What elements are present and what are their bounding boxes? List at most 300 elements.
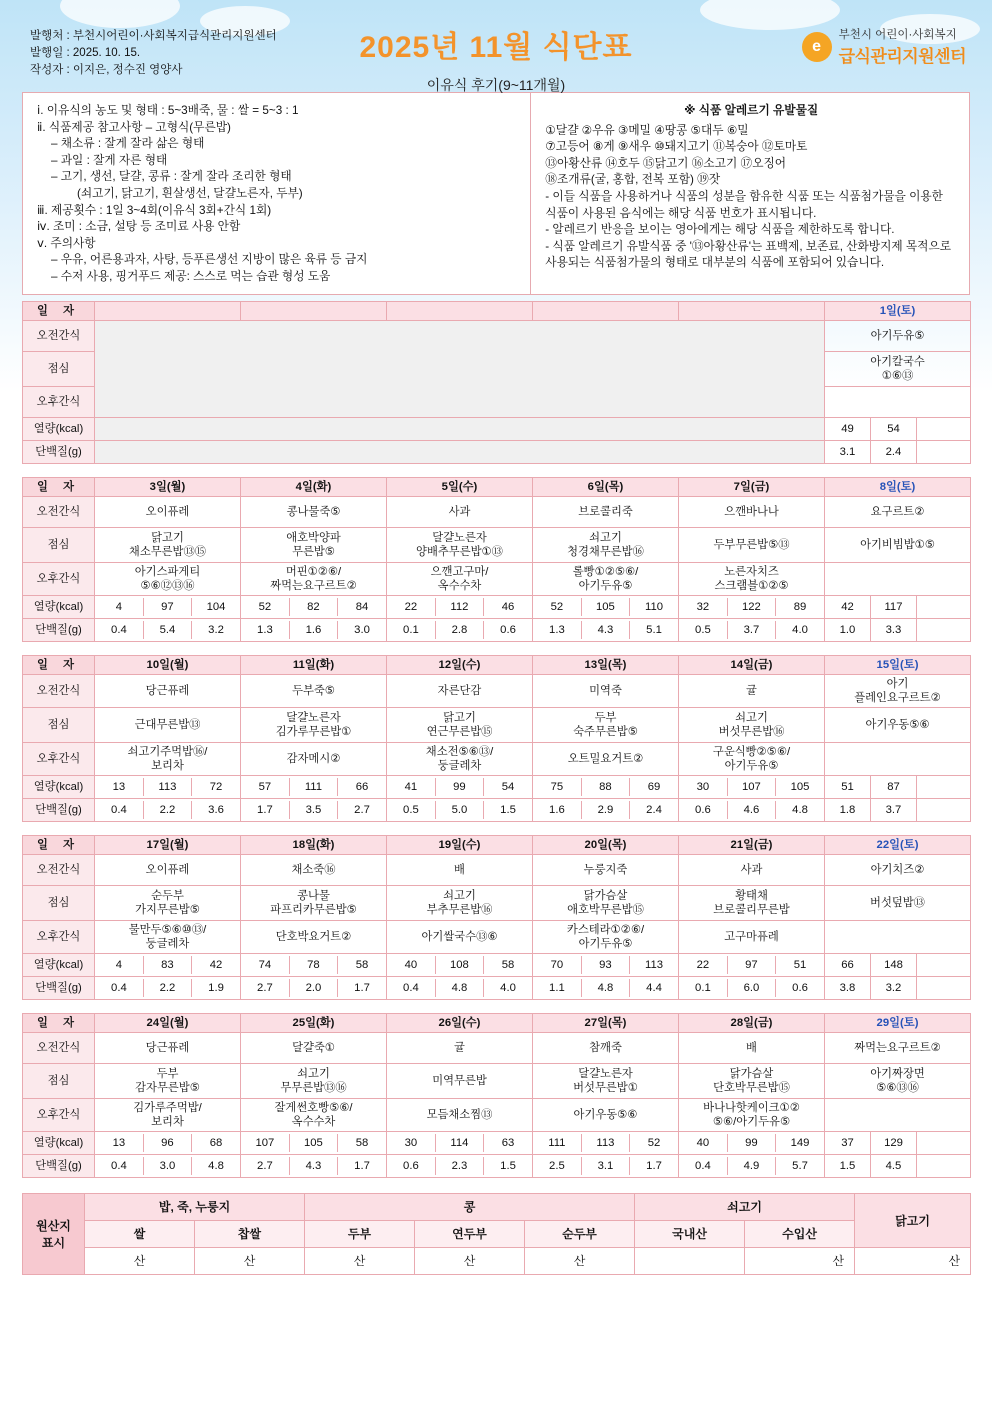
- value-cell: 3.8: [825, 976, 871, 999]
- origin-value: 산: [85, 1247, 195, 1274]
- row-label: 오전간식: [23, 320, 95, 351]
- row-label: 오후간식: [23, 562, 95, 595]
- table-row: [23, 854, 971, 885]
- menu-cell: [825, 386, 971, 417]
- value-cell: 4.3: [289, 1157, 337, 1175]
- row-label: 오전간식: [23, 496, 95, 527]
- value-cell: 42: [209, 958, 223, 971]
- row-label: 오후간식: [23, 920, 95, 953]
- value-cell: 111: [533, 1134, 581, 1152]
- day-header-saturday: 29일(토): [825, 1013, 971, 1032]
- day-header: 21일(금): [679, 835, 825, 854]
- menu-cell: 아기우동⑤⑥: [533, 1098, 679, 1131]
- value-cell: 49: [825, 417, 871, 440]
- table-row: [23, 417, 971, 440]
- menu-cell: 순두부 가지무른밥⑤: [95, 885, 241, 920]
- origin-label: 원산지 표시: [23, 1193, 85, 1274]
- day-header-saturday: 22일(토): [825, 835, 971, 854]
- value-cell: 0.6: [792, 981, 808, 994]
- value-cell: 42: [825, 595, 871, 618]
- menu-cell: 버섯덮밥⑬: [825, 885, 971, 920]
- menu-cell: 머핀①②⑥/ 짜먹는요구르트②: [241, 562, 387, 595]
- value-cell: 149: [790, 1136, 810, 1149]
- info-left-line: ⅱ. 식품제공 참고사항 – 고형식(무른밥): [37, 120, 231, 134]
- info-left-line: – 과일 : 잘게 자른 형태: [51, 153, 168, 167]
- logo-text-bottom: 급식관리지원센터: [838, 47, 966, 66]
- day-header: 25일(화): [241, 1013, 387, 1032]
- empty-cell: [95, 320, 825, 417]
- row-label: 단백질(g): [23, 1154, 95, 1177]
- value-cell: 114: [435, 1134, 483, 1152]
- allergy-title: ※ 식품 알레르기 유발물질: [684, 104, 819, 117]
- value-cell: 4.9: [727, 1157, 775, 1175]
- value-cell: 97: [143, 598, 191, 616]
- allergy-line: ⑦고등어 ⑧게 ⑨새우 ⑩돼지고기 ⑪복숭아 ⑫토마토: [545, 140, 808, 154]
- value-cell: 113: [645, 958, 664, 971]
- day-header: 18일(화): [241, 835, 387, 854]
- value-cell: 99: [727, 1134, 775, 1152]
- info-left-line: ⅲ. 제공횟수 : 1일 3~4회(이유식 3회+간식 1회): [37, 203, 272, 217]
- value-cell: 54: [871, 417, 917, 440]
- value-cell: 2.8: [435, 621, 483, 639]
- value-cell: 1.7: [241, 801, 289, 819]
- origin-item-header: 쌀: [85, 1220, 195, 1247]
- menu-cell: 짜먹는요구르트②: [825, 1032, 971, 1063]
- menu-cell: [825, 920, 971, 953]
- value-group: [95, 775, 241, 798]
- value-cell: 5.0: [435, 801, 483, 819]
- value-cell: 40: [387, 956, 435, 974]
- value-cell: 68: [209, 1136, 223, 1149]
- table-row: [23, 1098, 971, 1131]
- menu-cell: 요구르트②: [825, 496, 971, 527]
- day-header: [533, 301, 679, 320]
- value-group: [533, 1154, 679, 1177]
- menu-cell: 애호박양파 무른밥⑤: [241, 527, 387, 562]
- value-cell: 74: [241, 956, 289, 974]
- value-cell: 0.1: [387, 621, 435, 639]
- menu-cell: 노른자치즈 스크램블①②⑤: [679, 562, 825, 595]
- value-cell: 0.6: [387, 1157, 435, 1175]
- value-group: [679, 976, 825, 999]
- value-cell: 3.2: [208, 623, 224, 636]
- value-group: [679, 953, 825, 976]
- day-header: 10일(월): [95, 655, 241, 674]
- day-header: 3일(월): [95, 477, 241, 496]
- day-header: 4일(화): [241, 477, 387, 496]
- value-cell: 66: [355, 780, 369, 793]
- value-cell: 1.6: [289, 621, 337, 639]
- day-header: 5일(수): [387, 477, 533, 496]
- value-group: [533, 618, 679, 641]
- value-cell: 0.4: [387, 979, 435, 997]
- menu-cell: 오이퓨레: [95, 496, 241, 527]
- menu-cell: [825, 562, 971, 595]
- menu-cell: 콩나물죽⑤: [241, 496, 387, 527]
- menu-cell: 사과: [679, 854, 825, 885]
- value-cell: 4: [95, 956, 143, 974]
- row-label: 점심: [23, 885, 95, 920]
- value-cell: 5.7: [792, 1159, 808, 1172]
- table-row: [23, 798, 971, 821]
- table-row: [23, 1193, 971, 1220]
- value-cell: 148: [871, 953, 917, 976]
- value-group: [387, 618, 533, 641]
- table-row: [23, 301, 971, 320]
- value-cell: 3.0: [143, 1157, 191, 1175]
- menu-cell: 쇠고기 버섯무른밥⑯: [679, 707, 825, 742]
- table-row: [23, 920, 971, 953]
- menu-cell: 달걀죽①: [241, 1032, 387, 1063]
- value-cell: 1.0: [825, 618, 871, 641]
- value-cell: 2.9: [581, 801, 629, 819]
- value-cell: [917, 1131, 971, 1154]
- value-cell: 112: [435, 598, 483, 616]
- origin-group-header: 닭고기: [855, 1193, 971, 1247]
- origin-item-header: 순두부: [525, 1220, 635, 1247]
- menu-cell: 미역죽: [533, 674, 679, 707]
- menu-cell: 모듬채소찜⑬: [387, 1098, 533, 1131]
- value-cell: 84: [355, 600, 369, 613]
- menu-cell: 아기쌀국수⑬⑥: [387, 920, 533, 953]
- value-cell: 22: [387, 598, 435, 616]
- value-cell: 6.0: [727, 979, 775, 997]
- value-cell: 3.2: [871, 976, 917, 999]
- value-cell: 105: [289, 1134, 337, 1152]
- origin-value: 산: [415, 1247, 525, 1274]
- value-cell: 3.5: [289, 801, 337, 819]
- value-cell: 3.7: [727, 621, 775, 639]
- day-header: 14일(금): [679, 655, 825, 674]
- value-cell: 105: [581, 598, 629, 616]
- value-cell: 2.4: [646, 803, 662, 816]
- menu-cell: 근대무른밥⑬: [95, 707, 241, 742]
- menu-cell: 참깨죽: [533, 1032, 679, 1063]
- value-cell: 52: [241, 598, 289, 616]
- row-label: 열량(kcal): [23, 953, 95, 976]
- value-cell: 66: [825, 953, 871, 976]
- info-left-line: – 고기, 생선, 달걀, 콩류 : 잘게 잘라 조리한 형태: [51, 170, 292, 184]
- menu-cell: 쇠고기주먹밥⑯/ 보리차: [95, 742, 241, 775]
- menu-cell: 잘게썬호빵⑤⑥/ 옥수수차: [241, 1098, 387, 1131]
- allergy-note: - 이들 식품을 사용하거나 식품의 성분을 함유한 식품 또는 식품첨가물을 이용한 식품이 사용된 음식에는 해당 식품 번호가 표시됩니다.: [545, 189, 943, 220]
- table-row: [23, 742, 971, 775]
- value-cell: 117: [871, 595, 917, 618]
- day-header: 11일(화): [241, 655, 387, 674]
- day-header: 7일(금): [679, 477, 825, 496]
- info-left-line: – 수저 사용, 핑거푸드 제공: 스스로 먹는 습관 형성 도움: [51, 269, 331, 283]
- value-cell: 0.5: [387, 801, 435, 819]
- value-cell: 113: [143, 778, 191, 796]
- value-group: [241, 1131, 387, 1154]
- table-row: [23, 1247, 971, 1274]
- table-row: [23, 835, 971, 854]
- value-cell: 4.8: [208, 1159, 224, 1172]
- info-right-panel: [531, 93, 969, 294]
- table-row: [23, 674, 971, 707]
- value-cell: [917, 440, 971, 463]
- table-spacer: [0, 1000, 992, 1007]
- origin-item-header: 연두부: [415, 1220, 525, 1247]
- value-cell: 41: [387, 778, 435, 796]
- value-cell: 87: [871, 775, 917, 798]
- origin-table: [22, 1193, 971, 1275]
- menu-cell: 미역무른밥: [387, 1063, 533, 1098]
- menu-cell: 으깬바나나: [679, 496, 825, 527]
- table-row: [23, 440, 971, 463]
- menu-cell: 쇠고기 부추무른밥⑯: [387, 885, 533, 920]
- value-group: [241, 775, 387, 798]
- value-group: [387, 1131, 533, 1154]
- menu-cell: 배: [679, 1032, 825, 1063]
- row-label: 단백질(g): [23, 976, 95, 999]
- menu-cell: 배: [387, 854, 533, 885]
- menu-cell: 구운식빵②⑤⑥/ 아기두유⑤: [679, 742, 825, 775]
- menu-cell: 카스테라①②⑥/ 아기두유⑤: [533, 920, 679, 953]
- value-cell: 4.8: [792, 803, 808, 816]
- value-cell: 63: [501, 1136, 515, 1149]
- table-row: [23, 527, 971, 562]
- value-cell: 108: [435, 956, 483, 974]
- day-header: 26일(수): [387, 1013, 533, 1032]
- value-cell: 4.5: [871, 1154, 917, 1177]
- value-cell: [917, 417, 971, 440]
- value-cell: 3.7: [871, 798, 917, 821]
- value-cell: 4: [95, 598, 143, 616]
- origin-group-header: 쇠고기: [635, 1193, 855, 1220]
- value-group: [95, 953, 241, 976]
- value-cell: 105: [790, 780, 810, 793]
- table-row: [23, 595, 971, 618]
- row-label: 오전간식: [23, 674, 95, 707]
- value-cell: 13: [95, 778, 143, 796]
- value-group: [679, 595, 825, 618]
- value-cell: 0.1: [679, 979, 727, 997]
- allergy-note: - 알레르기 반응을 보이는 영아에게는 해당 식품을 제한하도록 합니다.: [545, 223, 895, 237]
- value-cell: 0.6: [679, 801, 727, 819]
- value-cell: 113: [581, 1134, 629, 1152]
- value-cell: 4.0: [792, 623, 808, 636]
- value-group: [679, 798, 825, 821]
- menu-cell: 두부무른밥⑤⑬: [679, 527, 825, 562]
- value-cell: 1.3: [533, 621, 581, 639]
- value-cell: 37: [825, 1131, 871, 1154]
- table-row: [23, 775, 971, 798]
- value-cell: 99: [435, 778, 483, 796]
- origin-value: 산: [305, 1247, 415, 1274]
- value-cell: 58: [355, 958, 369, 971]
- value-cell: 1.8: [825, 798, 871, 821]
- value-cell: 0.4: [95, 621, 143, 639]
- value-cell: 2.2: [143, 979, 191, 997]
- origin-item-header: 수입산: [745, 1220, 855, 1247]
- table-row: [23, 707, 971, 742]
- table-row: [23, 1013, 971, 1032]
- value-cell: 3.1: [825, 440, 871, 463]
- origin-group-header: 콩: [305, 1193, 635, 1220]
- menu-cell: 아기짜장면 ⑤⑥⑬⑯: [825, 1063, 971, 1098]
- day-header: 27일(목): [533, 1013, 679, 1032]
- value-cell: [917, 798, 971, 821]
- value-cell: 2.5: [533, 1157, 581, 1175]
- row-label-day: 일 자: [23, 1013, 95, 1032]
- value-cell: 52: [647, 1136, 661, 1149]
- value-group: [241, 976, 387, 999]
- value-group: [533, 775, 679, 798]
- value-group: [95, 798, 241, 821]
- menu-cell: 롤빵①②⑤⑥/ 아기두유⑤: [533, 562, 679, 595]
- value-cell: 1.5: [500, 803, 516, 816]
- row-label: 오후간식: [23, 386, 95, 417]
- row-label: 열량(kcal): [23, 775, 95, 798]
- value-cell: 4.3: [581, 621, 629, 639]
- value-cell: 54: [501, 780, 515, 793]
- row-label: 점심: [23, 351, 95, 386]
- day-header: [679, 301, 825, 320]
- table-row: [23, 1063, 971, 1098]
- value-cell: 1.9: [208, 981, 224, 994]
- menu-cell: 오트밀요거트②: [533, 742, 679, 775]
- value-cell: 30: [387, 1134, 435, 1152]
- menu-cell: 쇠고기 무무른밥⑬⑯: [241, 1063, 387, 1098]
- menu-cell: 아기치즈②: [825, 854, 971, 885]
- row-label: 열량(kcal): [23, 595, 95, 618]
- day-header: 17일(월): [95, 835, 241, 854]
- week-table: [22, 835, 971, 1000]
- value-group: [679, 618, 825, 641]
- value-cell: 4.0: [500, 981, 516, 994]
- value-cell: 2.2: [143, 801, 191, 819]
- menu-cell: 쇠고기 청경채무른밥⑯: [533, 527, 679, 562]
- value-cell: 2.4: [871, 440, 917, 463]
- week-table: [22, 655, 971, 822]
- logo-mark-icon: e: [802, 32, 832, 62]
- menu-cell: 아기두유⑤: [825, 320, 971, 351]
- value-cell: 0.4: [95, 1157, 143, 1175]
- menu-cell: 감자메시②: [241, 742, 387, 775]
- origin-item-header: 찹쌀: [195, 1220, 305, 1247]
- value-group: [95, 595, 241, 618]
- menu-cell: 당근퓨레: [95, 674, 241, 707]
- origin-value: 산: [195, 1247, 305, 1274]
- value-cell: 69: [647, 780, 661, 793]
- value-cell: 51: [825, 775, 871, 798]
- info-left-line: – 채소류 : 잘게 잘라 삶은 형태: [51, 137, 205, 151]
- value-group: [679, 775, 825, 798]
- info-left-panel: [23, 93, 531, 294]
- menu-cell: 닭가슴살 단호박무른밥⑮: [679, 1063, 825, 1098]
- document-header: [0, 0, 992, 92]
- value-cell: 107: [241, 1134, 289, 1152]
- value-cell: [917, 618, 971, 641]
- day-header: 13일(목): [533, 655, 679, 674]
- value-cell: 0.4: [95, 979, 143, 997]
- day-header-saturday: 15일(토): [825, 655, 971, 674]
- menu-cell: 황태채 브로콜리무른밥: [679, 885, 825, 920]
- menu-cell: 단호박요거트②: [241, 920, 387, 953]
- day-header-saturday: 1일(토): [825, 301, 971, 320]
- info-box: [22, 92, 970, 295]
- value-group: [387, 595, 533, 618]
- value-cell: 1.7: [646, 1159, 662, 1172]
- week-table: [22, 301, 971, 464]
- menu-cell: 바나나핫케이크①② ⑤⑥/아기두유⑤: [679, 1098, 825, 1131]
- menu-cell: 두부 감자무른밥⑤: [95, 1063, 241, 1098]
- week-table: [22, 1013, 971, 1178]
- value-cell: 0.6: [500, 623, 516, 636]
- day-header: 12일(수): [387, 655, 533, 674]
- value-group: [533, 953, 679, 976]
- value-cell: 1.3: [241, 621, 289, 639]
- day-header: 28일(금): [679, 1013, 825, 1032]
- value-cell: 2.7: [241, 1157, 289, 1175]
- table-row: [23, 477, 971, 496]
- table-row: [23, 1131, 971, 1154]
- value-cell: 1.7: [354, 981, 370, 994]
- value-group: [387, 976, 533, 999]
- empty-cell: [95, 440, 825, 463]
- value-group: [679, 1154, 825, 1177]
- value-cell: 4.6: [727, 801, 775, 819]
- center-logo: [802, 26, 966, 67]
- table-row: [23, 618, 971, 641]
- publisher-line-3: 작성자 : 이지은, 정수진 영양사: [30, 64, 183, 76]
- value-cell: 2.3: [435, 1157, 483, 1175]
- value-group: [241, 953, 387, 976]
- value-cell: 83: [143, 956, 191, 974]
- table-spacer: [0, 642, 992, 649]
- value-cell: 82: [289, 598, 337, 616]
- page-title: 2025년 11월 식단표: [359, 31, 633, 64]
- allergy-line: ⑱조개류(굴, 홍합, 전복 포함) ⑲잣: [545, 173, 721, 187]
- day-header: [387, 301, 533, 320]
- table-row: [23, 1220, 971, 1247]
- value-cell: 89: [793, 600, 807, 613]
- table-row: [23, 953, 971, 976]
- value-cell: 1.5: [500, 1159, 516, 1172]
- menu-tables: [0, 301, 992, 1275]
- value-cell: 4.8: [435, 979, 483, 997]
- value-group: [533, 595, 679, 618]
- row-label-day: 일 자: [23, 655, 95, 674]
- row-label: 열량(kcal): [23, 1131, 95, 1154]
- row-label: 열량(kcal): [23, 417, 95, 440]
- value-cell: 3.6: [208, 803, 224, 816]
- menu-cell: 사과: [387, 496, 533, 527]
- menu-cell: 아기칼국수 ①⑥⑬: [825, 351, 971, 386]
- menu-cell: [825, 1098, 971, 1131]
- menu-cell: 닭고기 채소무른밥⑬⑮: [95, 527, 241, 562]
- origin-group-header: 밥, 죽, 누룽지: [85, 1193, 305, 1220]
- menu-cell: 달걀노른자 김가루무른밥①: [241, 707, 387, 742]
- day-header: 20일(목): [533, 835, 679, 854]
- value-cell: 57: [241, 778, 289, 796]
- week-table: [22, 477, 971, 642]
- menu-cell: 두부 숙주무른밥⑤: [533, 707, 679, 742]
- value-group: [95, 1154, 241, 1177]
- logo-text-top: 부천시 어린이·사회복지: [838, 29, 957, 41]
- row-label: 오후간식: [23, 1098, 95, 1131]
- value-cell: [917, 976, 971, 999]
- row-label: 오후간식: [23, 742, 95, 775]
- value-cell: 32: [679, 598, 727, 616]
- value-group: [387, 798, 533, 821]
- table-spacer: [0, 1178, 992, 1185]
- value-group: [241, 618, 387, 641]
- info-left-line: ⅳ. 조미 : 소금, 설탕 등 조미료 사용 안함: [37, 220, 241, 234]
- menu-cell: 귤: [387, 1032, 533, 1063]
- menu-cell: 당근퓨레: [95, 1032, 241, 1063]
